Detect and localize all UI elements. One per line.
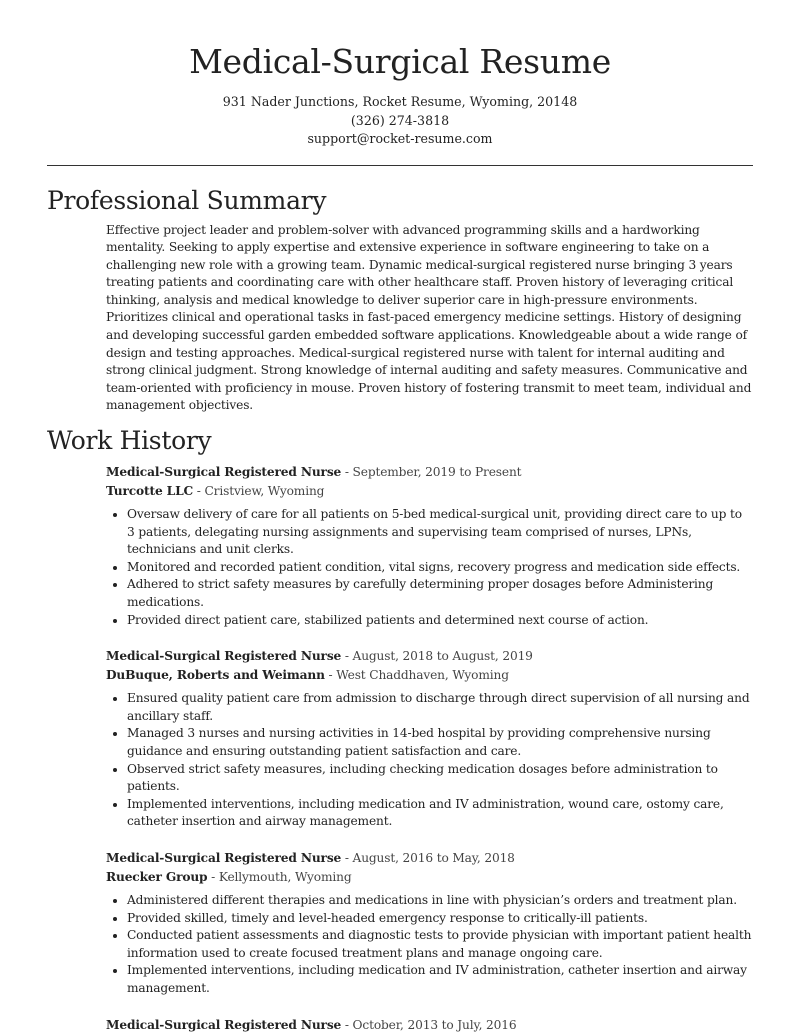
- job-duty: • Oversaw delivery of care for all patients on 5-bed medical-surgical unit, providing direct care to up to 3 patients, delegating nursing assignments and supervising team comprised of nurses, LPNs, technicians and unit clerks.: [127, 506, 753, 559]
- resume-title: Medical-Surgical Resume: [189, 42, 611, 81]
- address: 931 Nader Junctions, Rocket Resume, Wyoming, 20148: [222, 94, 578, 109]
- job-duty: • Monitored and recorded patient condition, vital signs, recovery progress and medication side effects.: [127, 559, 753, 577]
- job-title-line: [106, 463, 753, 482]
- job-entry: [106, 647, 753, 831]
- job-duty: • Observed strict safety measures, including checking medication dosages before administration to patients.: [127, 761, 753, 796]
- job-duty: • Ensured quality patient care from admission to discharge through direct supervision of all nursing and ancillary staff.: [127, 690, 753, 725]
- job-company: Turcotte LLC: [106, 484, 194, 499]
- job-entry: [106, 463, 753, 629]
- summary-text: Effective project leader and problem-solver with advanced programming skills and a hardworking mentality. Seeking to apply expertise and extensive experience in software engineering to take on a challenging new role with a growing team. Dynamic medical-surgical registered nurse bringing 3 years treating patients and coordinating care with other healthcare staff. Proven history of leveraging critical thinking, analysis and medical knowledge to deliver superior care in high-pressure environments. Prioritizes clinical and operational tasks in fast-paced emergency medicine settings. History of designing and developing successful garden embedded software applications. Knowledgeable about a wide range of design and testing approaches. Medical-surgical registered nurse with talent for internal auditing and strong clinical judgment. Strong knowledge of internal auditing and safety measures. Communicative and team-oriented with proficiency in mouse. Proven history of fostering transmit to meet team, individual and management objectives.: [106, 222, 752, 413]
- email: support@rocket-resume.com: [307, 131, 493, 146]
- job-dates: - August, 2018 to August, 2019: [341, 649, 533, 664]
- job-duties: [106, 892, 753, 998]
- job-entry: [106, 1016, 753, 1035]
- job-title-line: [106, 1016, 753, 1035]
- job-title: Medical-Surgical Registered Nurse: [106, 1017, 342, 1032]
- job-company-line: [106, 666, 753, 685]
- job-duty: • Conducted patient assessments and diagnostic tests to provide physician with important patient health information used to create focused treatment plans and manage ongoing care.: [127, 927, 753, 962]
- job-dates: - August, 2016 to May, 2018: [341, 850, 515, 865]
- job-duty: • Administered different therapies and medications in line with physician’s orders and treatment plan.: [127, 892, 753, 910]
- summary-heading: Professional Summary: [47, 185, 327, 215]
- job-duty: • Adhered to strict safety measures by carefully determining proper dosages before Administering medications.: [127, 576, 753, 611]
- job-location: - Cristview, Wyoming: [193, 484, 325, 499]
- job-duty: • Implemented interventions, including medication and IV administration, catheter insertion and airway management.: [127, 962, 753, 997]
- job-company-line: [106, 868, 753, 887]
- job-duty: • Managed 3 nurses and nursing activities in 14-bed hospital by providing comprehensive nursing guidance and ensuring outstanding patient satisfaction and care.: [127, 725, 753, 760]
- job-company: DuBuque, Roberts and Weimann: [106, 668, 325, 683]
- job-duty: • Provided direct patient care, stabilized patients and determined next course of action.: [127, 612, 753, 630]
- job-company-line: [106, 482, 753, 501]
- job-company: Ruecker Group: [106, 869, 208, 884]
- job-duty: • Implemented interventions, including medication and IV administration, wound care, ostomy care, catheter insertion and airway management.: [127, 796, 753, 831]
- job-location: - West Chaddhaven, Wyoming: [324, 668, 509, 683]
- phone: (326) 274-3818: [350, 112, 450, 128]
- contact-info: [47, 93, 753, 149]
- job-dates: - September, 2019 to Present: [341, 465, 522, 480]
- job-list: [47, 463, 753, 1034]
- divider: [47, 165, 753, 166]
- work-history-heading: Work History: [47, 426, 212, 456]
- job-entry: [106, 849, 753, 998]
- job-title-line: [106, 849, 753, 868]
- job-title: Medical-Surgical Registered Nurse: [106, 649, 342, 664]
- job-duty: • Provided skilled, timely and level-headed emergency response to critically-ill patients.: [127, 910, 753, 928]
- job-duties: [106, 690, 753, 831]
- job-dates: - October, 2013 to July, 2016: [341, 1017, 517, 1032]
- job-title: Medical-Surgical Registered Nurse: [106, 850, 342, 865]
- job-title-line: [106, 647, 753, 666]
- job-duties: [106, 506, 753, 629]
- job-title: Medical-Surgical Registered Nurse: [106, 465, 342, 480]
- job-location: - Kellymouth, Wyoming: [207, 869, 352, 884]
